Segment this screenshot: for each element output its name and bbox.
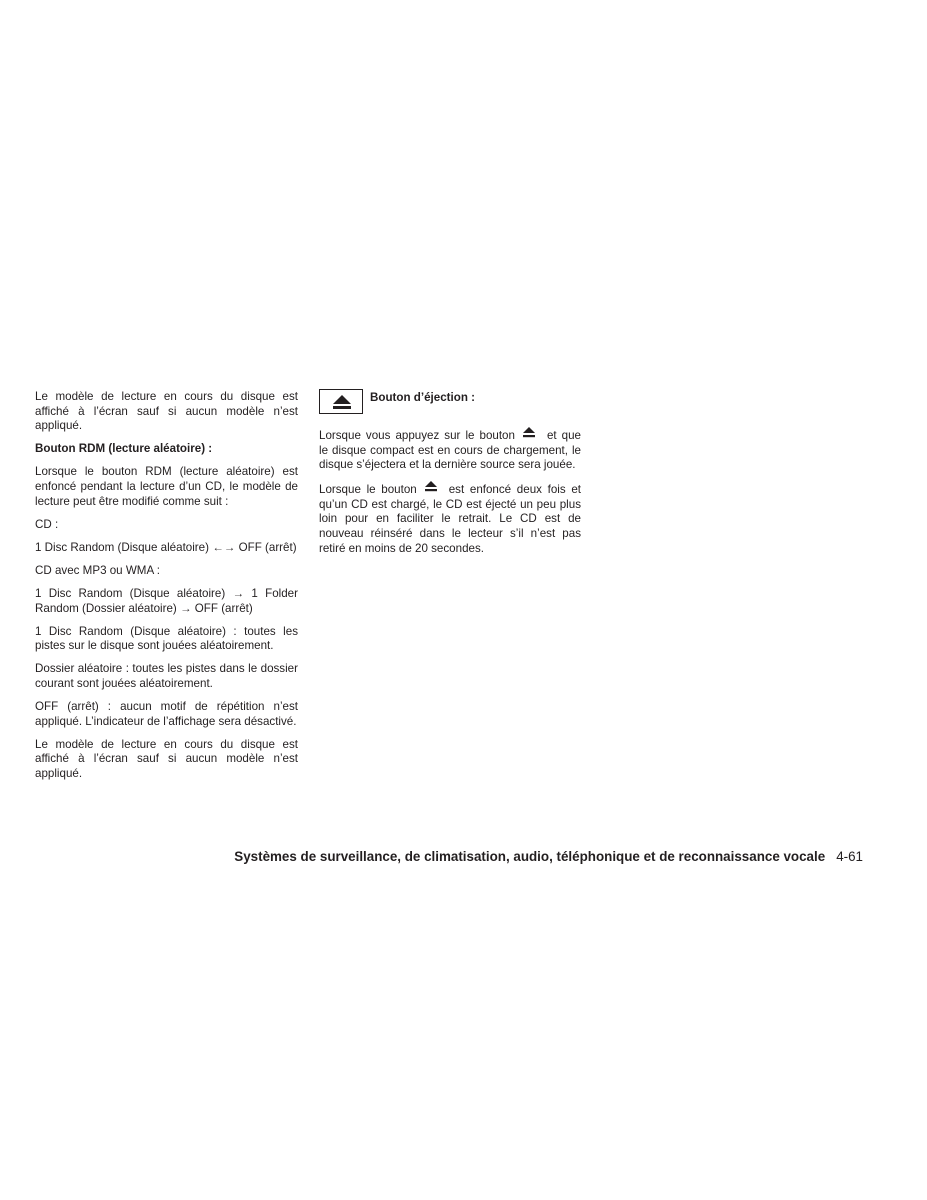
text-segment: Lorsque le bouton <box>319 483 417 497</box>
section-heading-eject: Bouton d’éjection : <box>370 391 475 404</box>
paragraph: Le modèle de lecture en cours du disque est affiché à l’écran sauf si aucun modèle n’est appliqué. <box>35 737 298 780</box>
paragraph: 1 Disc Random (Disque aléatoire) ←→ OFF (arrêt) <box>35 540 297 554</box>
eject-icon <box>425 481 437 492</box>
eject-section-body <box>319 427 581 565</box>
eject-icon <box>333 395 351 409</box>
eject-button-symbol-box <box>319 389 363 414</box>
text-segment: et que le disque compact est en cours de chargement, le disque s’éjectera et la dernière source sera jouée. <box>319 429 581 472</box>
paragraph: CD : <box>35 517 59 531</box>
text-segment: est enfoncé deux fois et qu’un CD est chargé, le CD est éjecté un peu plus loin pour en faciliter le retrait. Le CD est de nouveau réinséré dans le lecteur s’il n’est pas retiré en moins de 20 secondes. <box>319 483 581 555</box>
page-footer <box>0 849 863 864</box>
text-segment: Lorsque vous appuyez sur le bouton <box>319 429 515 442</box>
eject-icon <box>523 427 535 438</box>
paragraph: CD avec MP3 ou WMA : <box>35 563 160 577</box>
paragraph: Le modèle de lecture en cours du disque est affiché à l’écran sauf si aucun modèle n’est appliqué. <box>35 390 298 433</box>
paragraph: OFF (arrêt) : aucun motif de répétition n’est appliqué. L’indicateur de l’affichage sera désactivé. <box>35 700 298 728</box>
paragraph: 1 Disc Random (Disque aléatoire) → 1 Folder Random (Dossier aléatoire) → OFF (arrêt) <box>35 586 298 615</box>
section-heading-rdm: Bouton RDM (lecture aléatoire) : <box>35 442 213 456</box>
paragraph <box>319 481 581 556</box>
paragraph: Dossier aléatoire : toutes les pistes dans le dossier courant sont jouées aléatoirement. <box>35 662 298 690</box>
chapter-title: Systèmes de surveillance, de climatisation, audio, téléphonique et de reconnaissance vocale <box>234 849 826 864</box>
paragraph: 1 Disc Random (Disque aléatoire) : toutes les pistes sur le disque sont jouées aléatoirement. <box>35 624 298 653</box>
paragraph <box>319 427 581 473</box>
paragraph: Lorsque le bouton RDM (lecture aléatoire) est enfoncé pendant la lecture d’un CD, le modèle de lecture peut être modifié comme suit : <box>35 465 298 508</box>
page-number: 4-61 <box>836 849 863 864</box>
left-column <box>35 390 298 790</box>
